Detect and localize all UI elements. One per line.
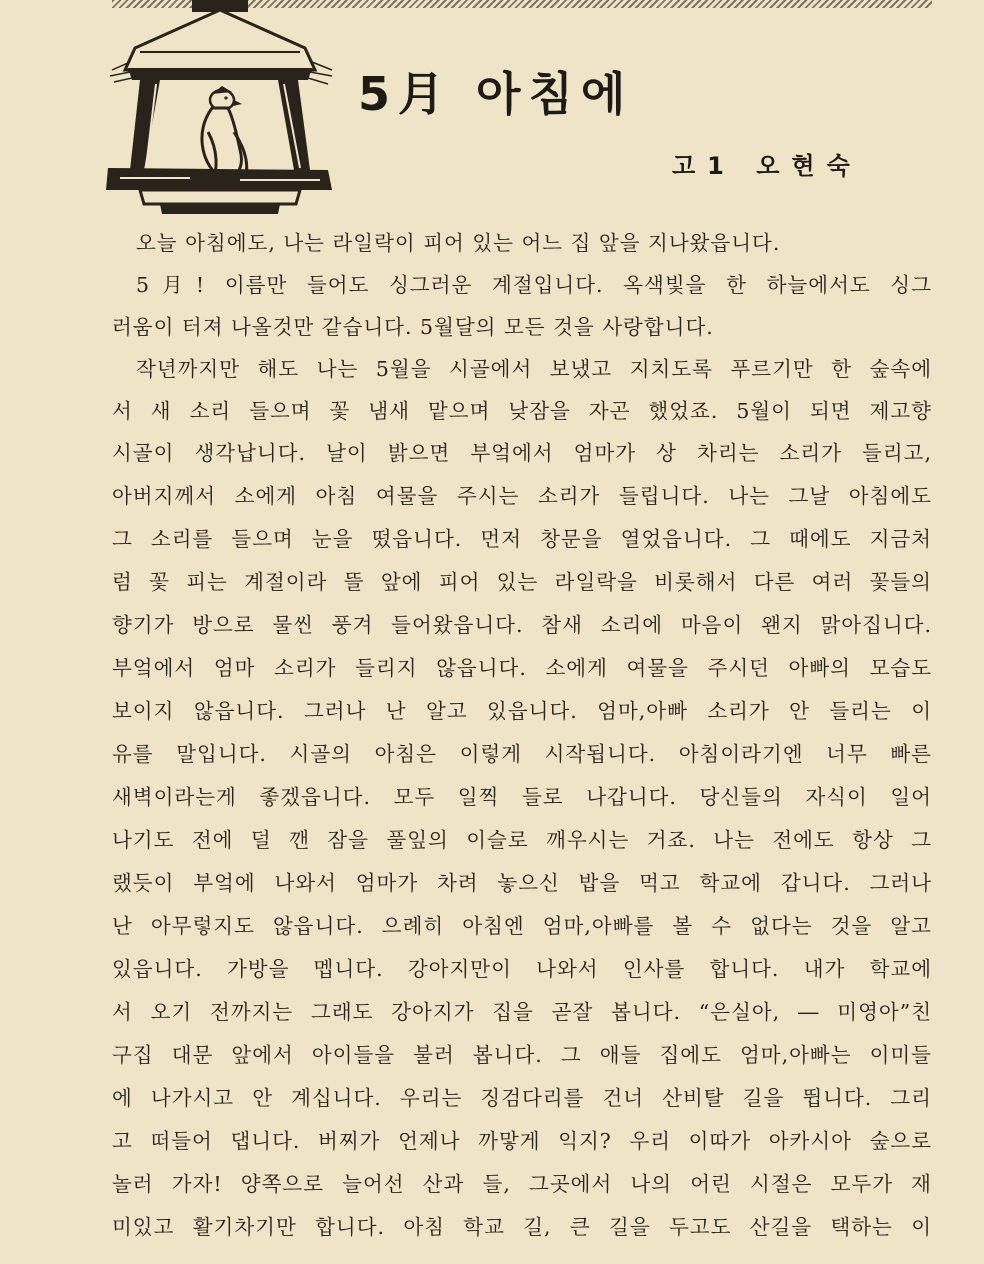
- body-line: 시골이 생각납니다. 날이 밝으면 부엌에서 엄마가 상 차리는 소리가 들리고,: [112, 441, 932, 465]
- body-line: 러움이 터져 나올것만 같습니다. 5월달의 모든 것을 사랑합니다.: [112, 315, 714, 339]
- body-line: 새벽이라는게 좋겠읍니다. 모두 일찍 들로 나갑니다. 당신들의 자식이 일어: [112, 785, 932, 809]
- body-line: 서 오기 전까지는 그래도 강아지가 집을 곧잘 봅니다. “은실아, ― 미영아”친: [112, 1000, 932, 1024]
- body-line: 있읍니다. 가방을 멥니다. 강아지만이 나와서 인사를 합니다. 내가 학교에: [112, 957, 932, 981]
- body-line: 오늘 아침에도, 나는 라일락이 피어 있는 어느 집 앞을 지나왔읍니다.: [136, 231, 781, 255]
- lamp-and-bird-illustration: [100, 0, 340, 230]
- body-line: 구집 대문 앞에서 아이들을 불러 봅니다. 그 애들 집에도 엄마,아빠는 이미들: [112, 1043, 932, 1067]
- body-line: 서 새 소리 들으며 꽃 냄새 맡으며 낮잠을 자곤 했었죠. 5월이 되면 제고향: [112, 399, 932, 423]
- body-line: 럼 꽃 피는 계절이라 뜰 앞에 피어 있는 라일락을 비롯해서 다른 여러 꽃들의: [112, 570, 932, 594]
- body-line: 아버지께서 소에게 아침 여물을 주시는 소리가 들립니다. 나는 그날 아침에도: [112, 484, 932, 508]
- body-line: 에 나가시고 안 계십니다. 우리는 징검다리를 건너 산비탈 길을 뜁니다. 그리: [112, 1086, 932, 1110]
- body-line: 그 소리를 들으며 눈을 떴읍니다. 먼저 창문을 열었읍니다. 그 때에도 지금처: [112, 527, 932, 551]
- body-line: 보이지 않읍니다. 그러나 난 알고 있읍니다. 엄마,아빠 소리가 안 들리는 이: [112, 699, 932, 723]
- body-line: 유를 말입니다. 시골의 아침은 이렇게 시작됩니다. 아침이라기엔 너무 빠른: [112, 742, 932, 766]
- body-line: 5月! 이름만 들어도 싱그러운 계절입니다. 옥색빛을 한 하늘에서도 싱그: [136, 273, 932, 297]
- article-title: 5月 아침에: [358, 67, 634, 121]
- body-line: 미있고 활기차기만 합니다. 아침 학교 길, 큰 길을 두고도 산길을 택하는 이: [112, 1215, 932, 1239]
- body-line: 향기가 방으로 물씬 풍겨 들어왔읍니다. 참새 소리에 마음이 왠지 맑아집니다.: [112, 613, 932, 637]
- body-line: 나기도 전에 덜 깬 잠을 풀잎의 이슬로 깨우시는 거죠. 나는 전에도 항상 그: [112, 828, 932, 852]
- body-line: 고 떠들어 댑니다. 버찌가 언제나 까맣게 익지? 우리 이따가 아카시아 숲으로: [112, 1129, 932, 1153]
- article-author: 고1 오현숙: [672, 152, 862, 180]
- body-line: 작년까지만 해도 나는 5월을 시골에서 보냈고 지치도록 푸르기만 한 숲속에: [136, 357, 932, 381]
- body-line: 놀러 가자! 양쪽으로 늘어선 산과 들, 그곳에서 나의 어린 시절은 모두가 재: [112, 1172, 932, 1196]
- body-line: 랬듯이 부엌에 나와서 엄마가 차려 놓으신 밥을 먹고 학교에 갑니다. 그러나: [112, 871, 932, 895]
- body-line: 난 아무렇지도 않읍니다. 으례히 아침엔 엄마,아빠를 볼 수 없다는 것을 알고: [112, 914, 932, 938]
- body-line: 부엌에서 엄마 소리가 들리지 않읍니다. 소에게 여물을 주시던 아빠의 모습도: [112, 656, 932, 680]
